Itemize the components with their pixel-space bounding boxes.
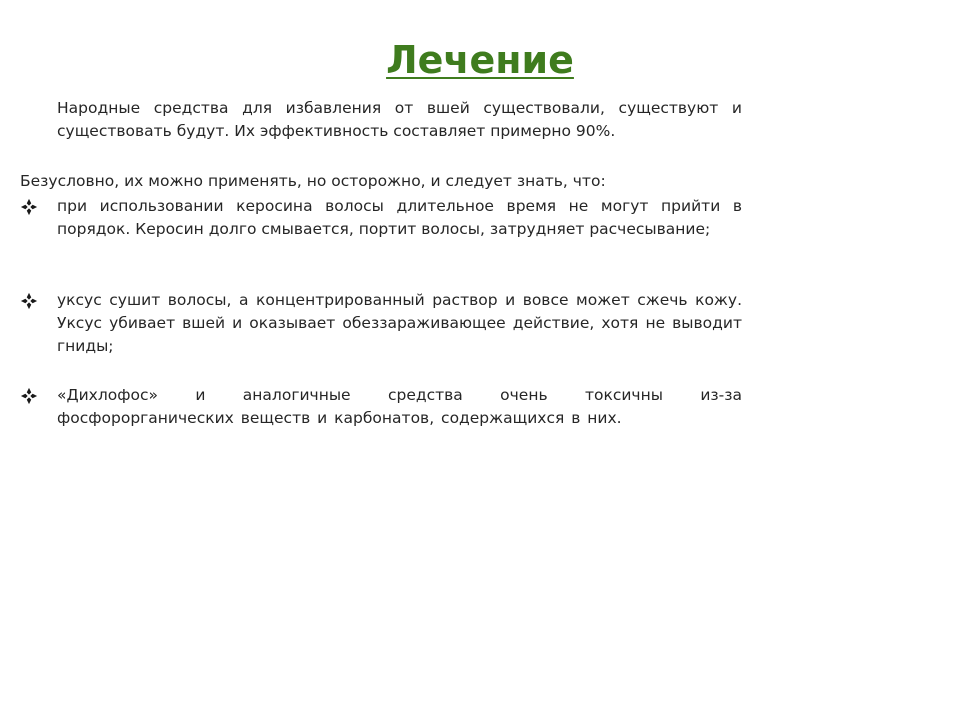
lead-paragraph: Безусловно, их можно применять, но осторожно, и следует знать, что: bbox=[20, 172, 606, 190]
list-item-text: уксус сушит волосы, а концентрированный раствор и вовсе может сжечь кожу. Уксус убивает вшей и оказывает обеззараживающее действие, хотя не выводит гниды; bbox=[57, 291, 742, 355]
list-item bbox=[20, 289, 742, 358]
intro-paragraph: Народные средства для избавления от вшей существовали, существуют и существовать будут. Их эффективность составляет примерно 90%. bbox=[57, 99, 742, 140]
diamond-bullet-icon bbox=[20, 387, 38, 405]
diamond-bullet-icon bbox=[20, 292, 38, 310]
list-item bbox=[20, 195, 742, 241]
list-item-text: «Дихлофос» и аналогичные средства очень токсичны из-за фосфорорганических веществ и карбонатов, содержащихся в них. bbox=[57, 386, 742, 427]
slide-title: Лечение bbox=[386, 38, 574, 82]
list-item bbox=[20, 384, 742, 430]
diamond-bullet-icon bbox=[20, 198, 38, 216]
list-item-text: при использовании керосина волосы длительное время не могут прийти в порядок. Керосин долго смывается, портит волосы, затрудняет расчесывание; bbox=[57, 197, 742, 238]
